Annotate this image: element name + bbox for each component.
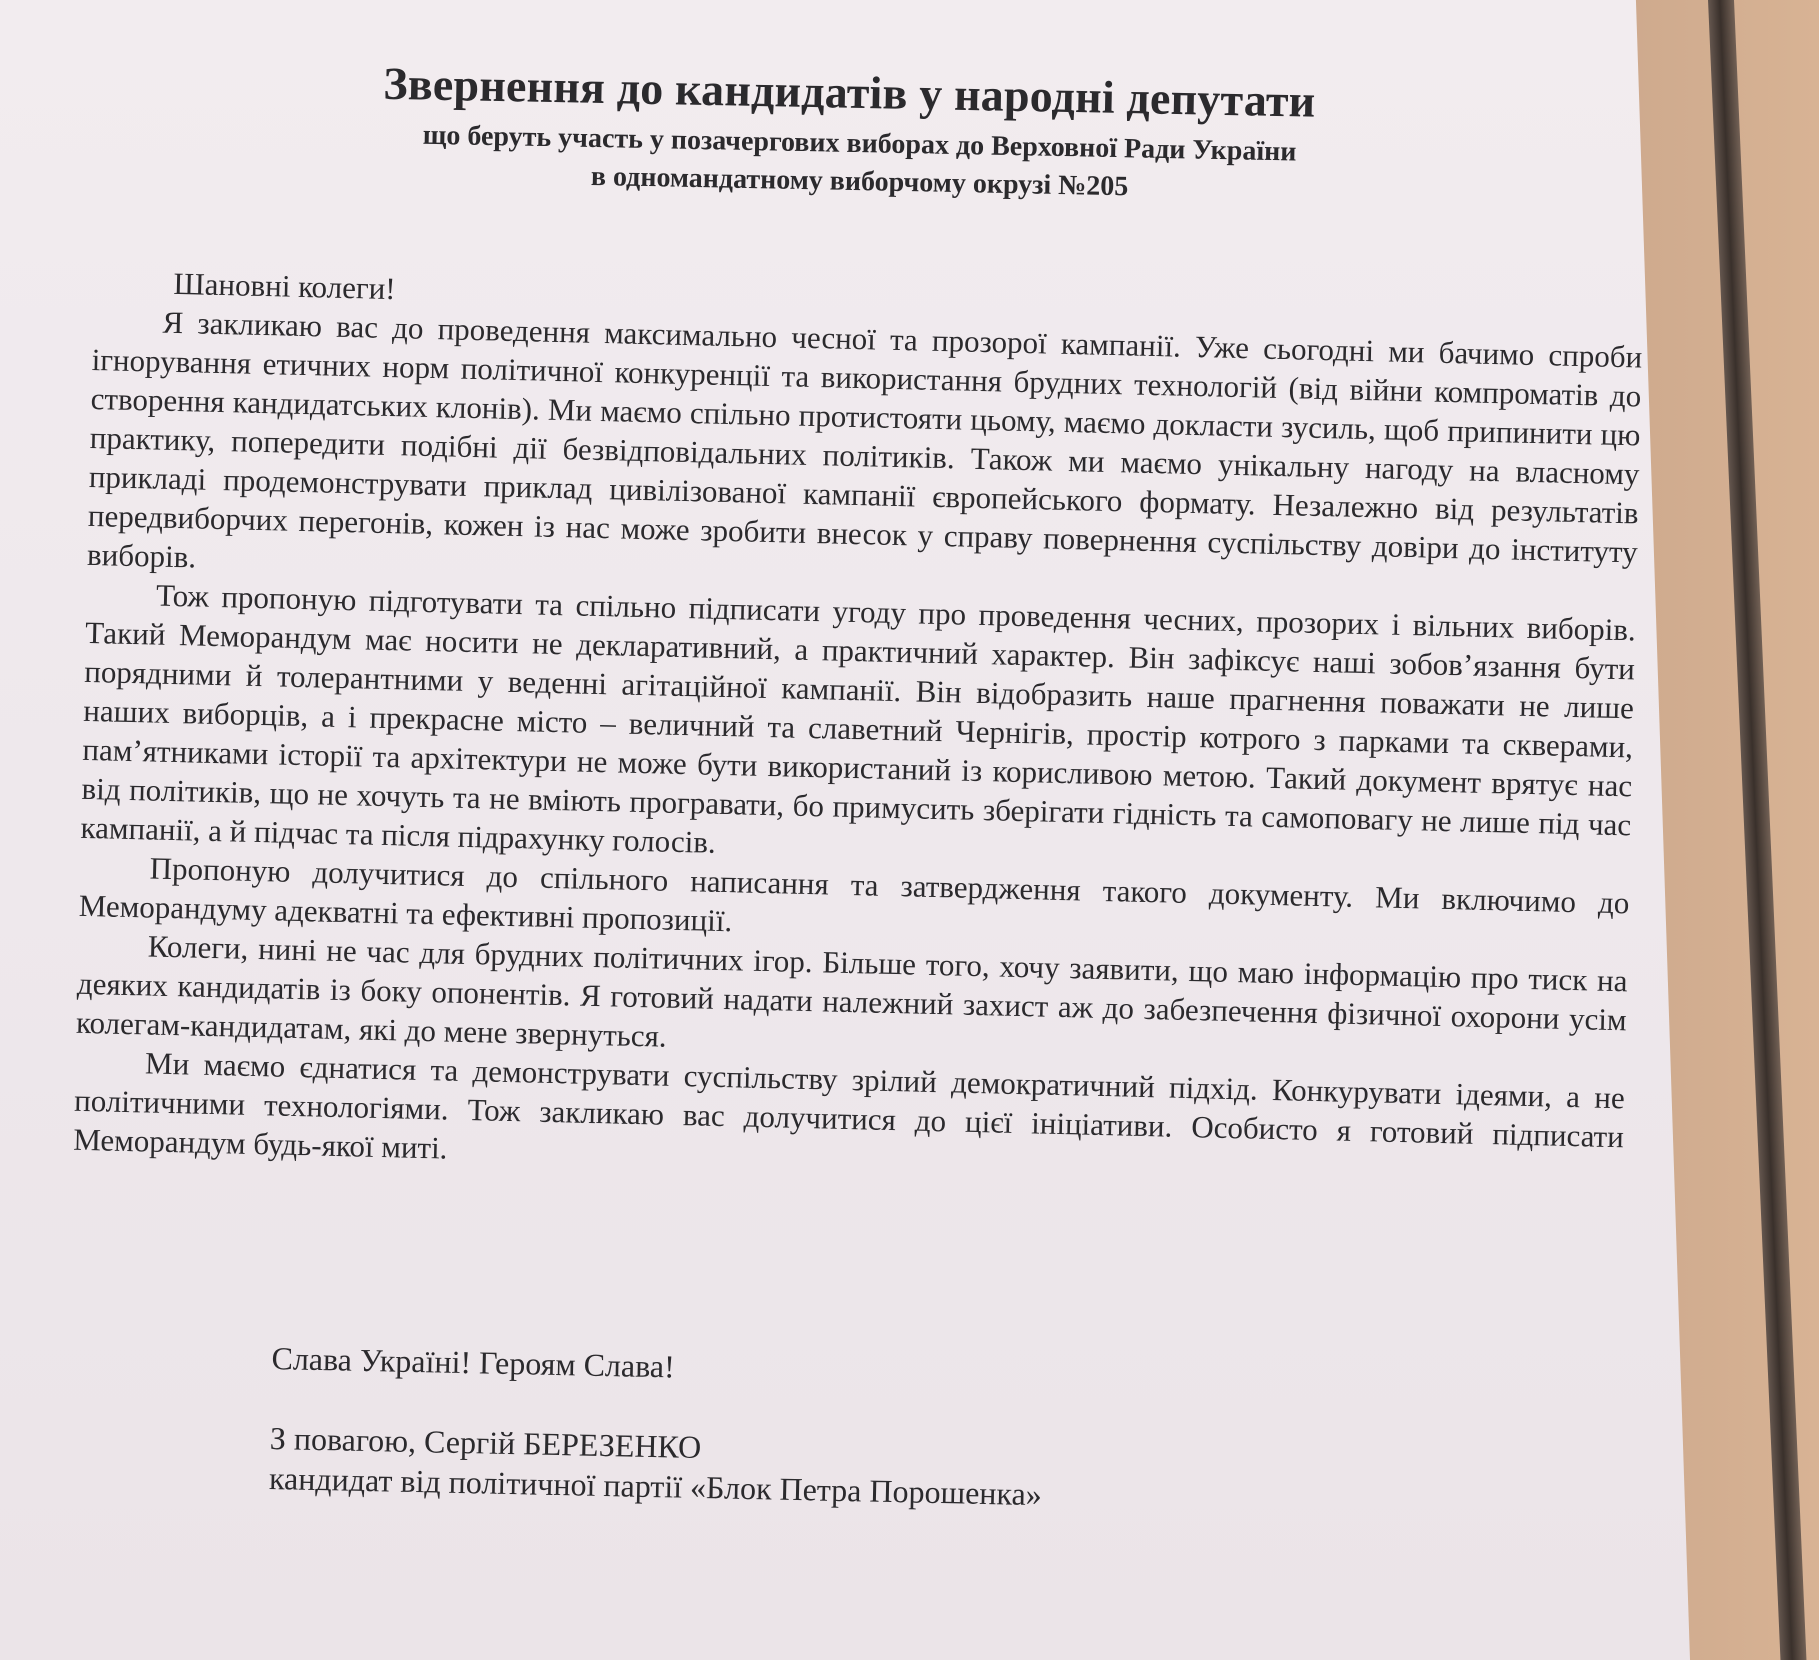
- slogan: Слава Україні! Героям Слава!: [271, 1339, 676, 1385]
- document-subtitle-line-1: що беруть участь у позачергових виборах до Верховної Ради України: [422, 119, 1297, 168]
- signature-line: З повагою, Сергій БЕРЕЗЕНКО: [269, 1419, 702, 1466]
- paragraph-1: Я закликаю вас до проведення максимально чесної та прозорої кампанії. Уже сьогодні ми бачимо спроби ігнорування етичних норм політичної конкуренції та використання брудних технологій (від війни компроматів до створення кандидатських клонів). Ми маємо спільно протистояти цьому, маємо докласти зусиль, щоб припинити цю практику, попередити подібні дії безвідповідальних політиків. Також ми маємо унікальну нагоду на власному прикладі продемонструвати приклад цивілізованої кампанії європейського формату. Незалежно від результатів передвиборчих перегонів, кожен із нас може зробити внесок у справу повернення суспільству довіри до інституту виборів.: [86, 304, 1643, 575]
- signature-role: кандидат від політичної партії «Блок Петра Порошенка»: [268, 1459, 1043, 1513]
- greeting-line: Шановні колеги!: [173, 265, 397, 307]
- document-subtitle-line-2: в одномандатному виборчому окрузі №205: [590, 160, 1129, 203]
- closing-block: [269, 1338, 1472, 1523]
- document-body: [73, 262, 1644, 1195]
- paragraph-5: Ми маємо єднатися та демонструвати суспільству зрілий демократичний підхід. Конкурувати ідеями, а не політичними технологіями. Тож закликаю вас долучитися до цієї ініціативи. Особисто я готовий підписати Меморандум будь-якої миті.: [72, 1045, 1626, 1166]
- document-title: Звернення до кандидатів у народні депутати: [382, 57, 1316, 127]
- paragraph-3: Пропоную долучитися до спільного написання та затвердження такого документу. Ми включимо до Меморандуму адекватні та ефективні пропозиції.: [78, 850, 1630, 939]
- paragraph-4: Колеги, нині не час для брудних політичних ігор. Більше того, хочу заявити, що маю інформацію про тиск на деяких кандидатів із боку опонентів. Я готовий надати належний захист аж до забезпечення фізичної охорони усім колегам-кандидатам, які до мене звернуться.: [75, 928, 1628, 1054]
- paragraph-2: Тож пропоную підготувати та спільно підписати угоду про проведення чесних, прозорих і вільних виборів. Такий Меморандум має носити не декларативний, а практичний характер. Він зафіксує наші зобов’язання бути порядними й толерантними у веденні агітаційної кампанії. Він відобразить наше прагнення поважати не лише наших виборців, а і прекрасне місто – величний та славетний Чернігів, простір котрого з парками та скверами, пам’ятниками історії та архітектури не може бути використаний із корисливою метою. Такий документ врятує нас від політиків, що не хочуть та не вміють програвати, бо примусить зберігати гідність та самоповагу не лише під час кампанії, а й підчас та після підрахунку голосів.: [80, 577, 1637, 860]
